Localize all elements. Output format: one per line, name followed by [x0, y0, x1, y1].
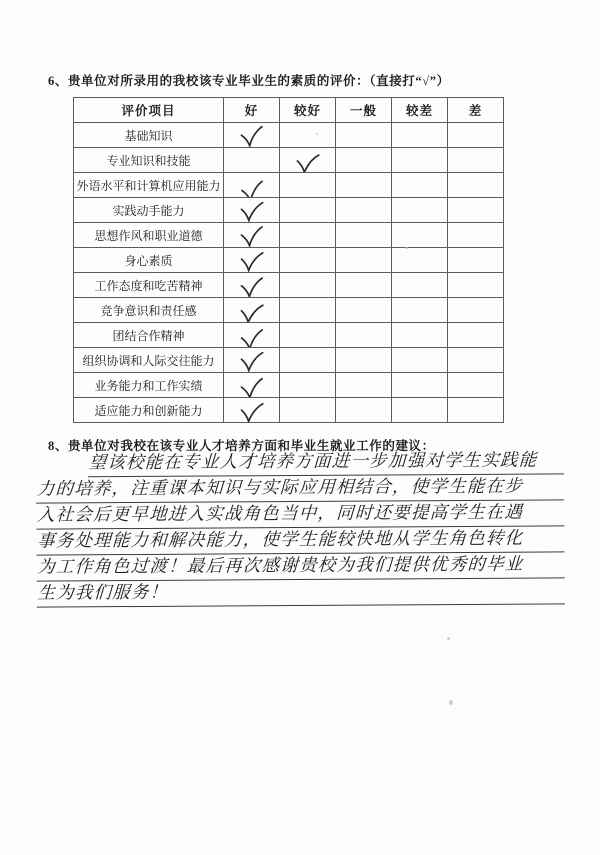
- rating-cell-差: [448, 373, 504, 398]
- rating-cell-差: [448, 123, 504, 148]
- evaluation-table: [73, 97, 504, 423]
- rating-cell-好: [224, 298, 280, 323]
- question-6-text: 贵单位对所录用的我校该专业毕业生的素质的评价：（直接打“√”）: [67, 74, 450, 88]
- table-row: [74, 148, 504, 173]
- checkmark-icon: [239, 350, 264, 371]
- rating-cell-较好: [280, 298, 336, 323]
- rating-cell-较好: [280, 248, 336, 273]
- rating-cell-好: [224, 148, 280, 173]
- table-row: [74, 298, 504, 323]
- rating-cell-差: [448, 398, 504, 423]
- scan-speck: [449, 700, 453, 705]
- table-row: [74, 323, 504, 348]
- rating-cell-较好: [280, 398, 336, 423]
- table-row: [74, 273, 504, 298]
- column-header-rating: 一般: [336, 98, 392, 123]
- rating-cell-较好: [280, 323, 336, 348]
- table-row: [74, 373, 504, 398]
- rating-cell-较差: [392, 348, 448, 373]
- rating-cell-较差: [392, 373, 448, 398]
- evaluation-table-body: [74, 123, 504, 423]
- rating-cell-差: [448, 273, 504, 298]
- table-row: [74, 398, 504, 423]
- rating-cell-一般: [336, 173, 392, 198]
- rating-cell-差: [448, 298, 504, 323]
- rating-cell-较好: [280, 223, 336, 248]
- checkmark-icon: [239, 250, 265, 272]
- row-label: 工作态度和吃苦精神: [74, 273, 224, 298]
- rating-cell-较好: [280, 123, 336, 148]
- rating-cell-较差: [392, 298, 448, 323]
- checkmark-icon: [239, 225, 265, 247]
- handwriting-line: 事务处理能力和解决能力，使学生能较快地从学生角色转化: [36, 526, 565, 555]
- handwriting-line: 入社会后更早地进入实战角色当中，同时还要提高学生在遇: [36, 500, 565, 529]
- table-row: [74, 348, 504, 373]
- handwriting-line: 生为我们服务！: [37, 578, 566, 607]
- rating-cell-较好: [280, 373, 336, 398]
- handwritten-answer: [37, 448, 566, 607]
- rating-cell-较好: [280, 173, 336, 198]
- checkmark-icon: [239, 328, 265, 348]
- column-header-rating: 较好: [280, 98, 336, 123]
- rating-cell-一般: [336, 323, 392, 348]
- column-header-rating: 较差: [392, 98, 448, 123]
- rating-cell-差: [448, 173, 504, 198]
- rating-cell-较差: [392, 273, 448, 298]
- rating-cell-好: [224, 173, 280, 198]
- rating-cell-较好: [280, 273, 336, 298]
- column-header-rating: 差: [448, 98, 504, 123]
- rating-cell-较差: [392, 323, 448, 348]
- row-label: 团结合作精神: [74, 323, 224, 348]
- rating-cell-较差: [392, 148, 448, 173]
- rating-cell-差: [448, 248, 504, 273]
- question-6: [48, 71, 450, 89]
- rating-cell-差: [448, 148, 504, 173]
- row-label: 专业知识和技能: [74, 148, 224, 173]
- column-header-items: 评价项目: [74, 98, 224, 123]
- row-label: 外语水平和计算机应用能力: [74, 173, 224, 198]
- rating-cell-一般: [336, 373, 392, 398]
- checkmark-icon: [239, 401, 265, 422]
- checkmark-icon: [294, 152, 320, 173]
- question-8-number: 8、: [48, 439, 68, 453]
- rating-cell-好: [224, 323, 280, 348]
- rating-cell-较差: [392, 223, 448, 248]
- row-label: 实践动手能力: [74, 198, 224, 223]
- row-label: 身心素质: [74, 248, 224, 273]
- rating-cell-较差: [392, 198, 448, 223]
- checkmark-icon: [239, 179, 266, 197]
- rating-cell-好: [224, 348, 280, 373]
- rating-cell-一般: [336, 398, 392, 423]
- table-header-row: [74, 98, 504, 123]
- rating-cell-一般: [336, 223, 392, 248]
- rating-cell-差: [448, 348, 504, 373]
- table-row: [74, 123, 504, 148]
- checkmark-icon: [238, 302, 264, 323]
- checkmark-icon: [239, 276, 265, 297]
- scan-speck: [316, 133, 318, 135]
- rating-cell-较差: [392, 398, 448, 423]
- rating-cell-较好: [280, 348, 336, 373]
- rating-cell-一般: [336, 273, 392, 298]
- rating-cell-好: [224, 248, 280, 273]
- rating-cell-一般: [336, 248, 392, 273]
- checkmark-icon: [238, 125, 264, 148]
- rating-cell-较差: [392, 173, 448, 198]
- rating-cell-好: [224, 223, 280, 248]
- checkmark-icon: [239, 200, 264, 221]
- scan-speck: [447, 637, 450, 640]
- handwriting-line: 力的培养，注重课本知识与实际应用相结合，使学生能在步: [36, 474, 565, 503]
- scan-speck: [405, 247, 408, 249]
- rating-cell-差: [448, 223, 504, 248]
- rating-cell-一般: [336, 298, 392, 323]
- handwriting-line: 为工作角色过渡！最后再次感谢贵校为我们提供优秀的毕业: [37, 552, 566, 581]
- rating-cell-较好: [280, 148, 336, 173]
- handwriting-line: 望该校能在专业人才培养方面进一步加强对学生实践能: [88, 448, 565, 477]
- question-8-text: 贵单位对我校在该专业人才培养方面和毕业生就业工作的建议：: [67, 439, 435, 453]
- rating-cell-差: [448, 323, 504, 348]
- rating-cell-好: [224, 198, 280, 223]
- table-row: [74, 223, 504, 248]
- question-6-number: 6、: [48, 74, 68, 88]
- row-label: 业务能力和工作实绩: [74, 373, 224, 398]
- rating-cell-好: [224, 373, 280, 398]
- rating-cell-好: [224, 398, 280, 423]
- rating-cell-差: [448, 198, 504, 223]
- rating-cell-好: [224, 123, 280, 148]
- rating-cell-较好: [280, 198, 336, 223]
- row-label: 基础知识: [74, 123, 224, 148]
- rating-cell-好: [224, 273, 280, 298]
- table-row: [74, 248, 504, 273]
- rating-cell-一般: [336, 148, 392, 173]
- row-label: 适应能力和创新能力: [74, 398, 224, 423]
- table-row: [74, 198, 504, 223]
- rating-cell-一般: [336, 123, 392, 148]
- table-row: [74, 173, 504, 198]
- rating-cell-一般: [336, 348, 392, 373]
- row-label: 组织协调和人际交往能力: [74, 348, 224, 373]
- column-header-rating: 好: [224, 98, 280, 123]
- rating-cell-较差: [392, 248, 448, 273]
- checkmark-icon: [239, 377, 265, 398]
- row-label: 竞争意识和责任感: [74, 298, 224, 323]
- row-label: 思想作风和职业道德: [74, 223, 224, 248]
- rating-cell-较差: [392, 123, 448, 148]
- rating-cell-一般: [336, 198, 392, 223]
